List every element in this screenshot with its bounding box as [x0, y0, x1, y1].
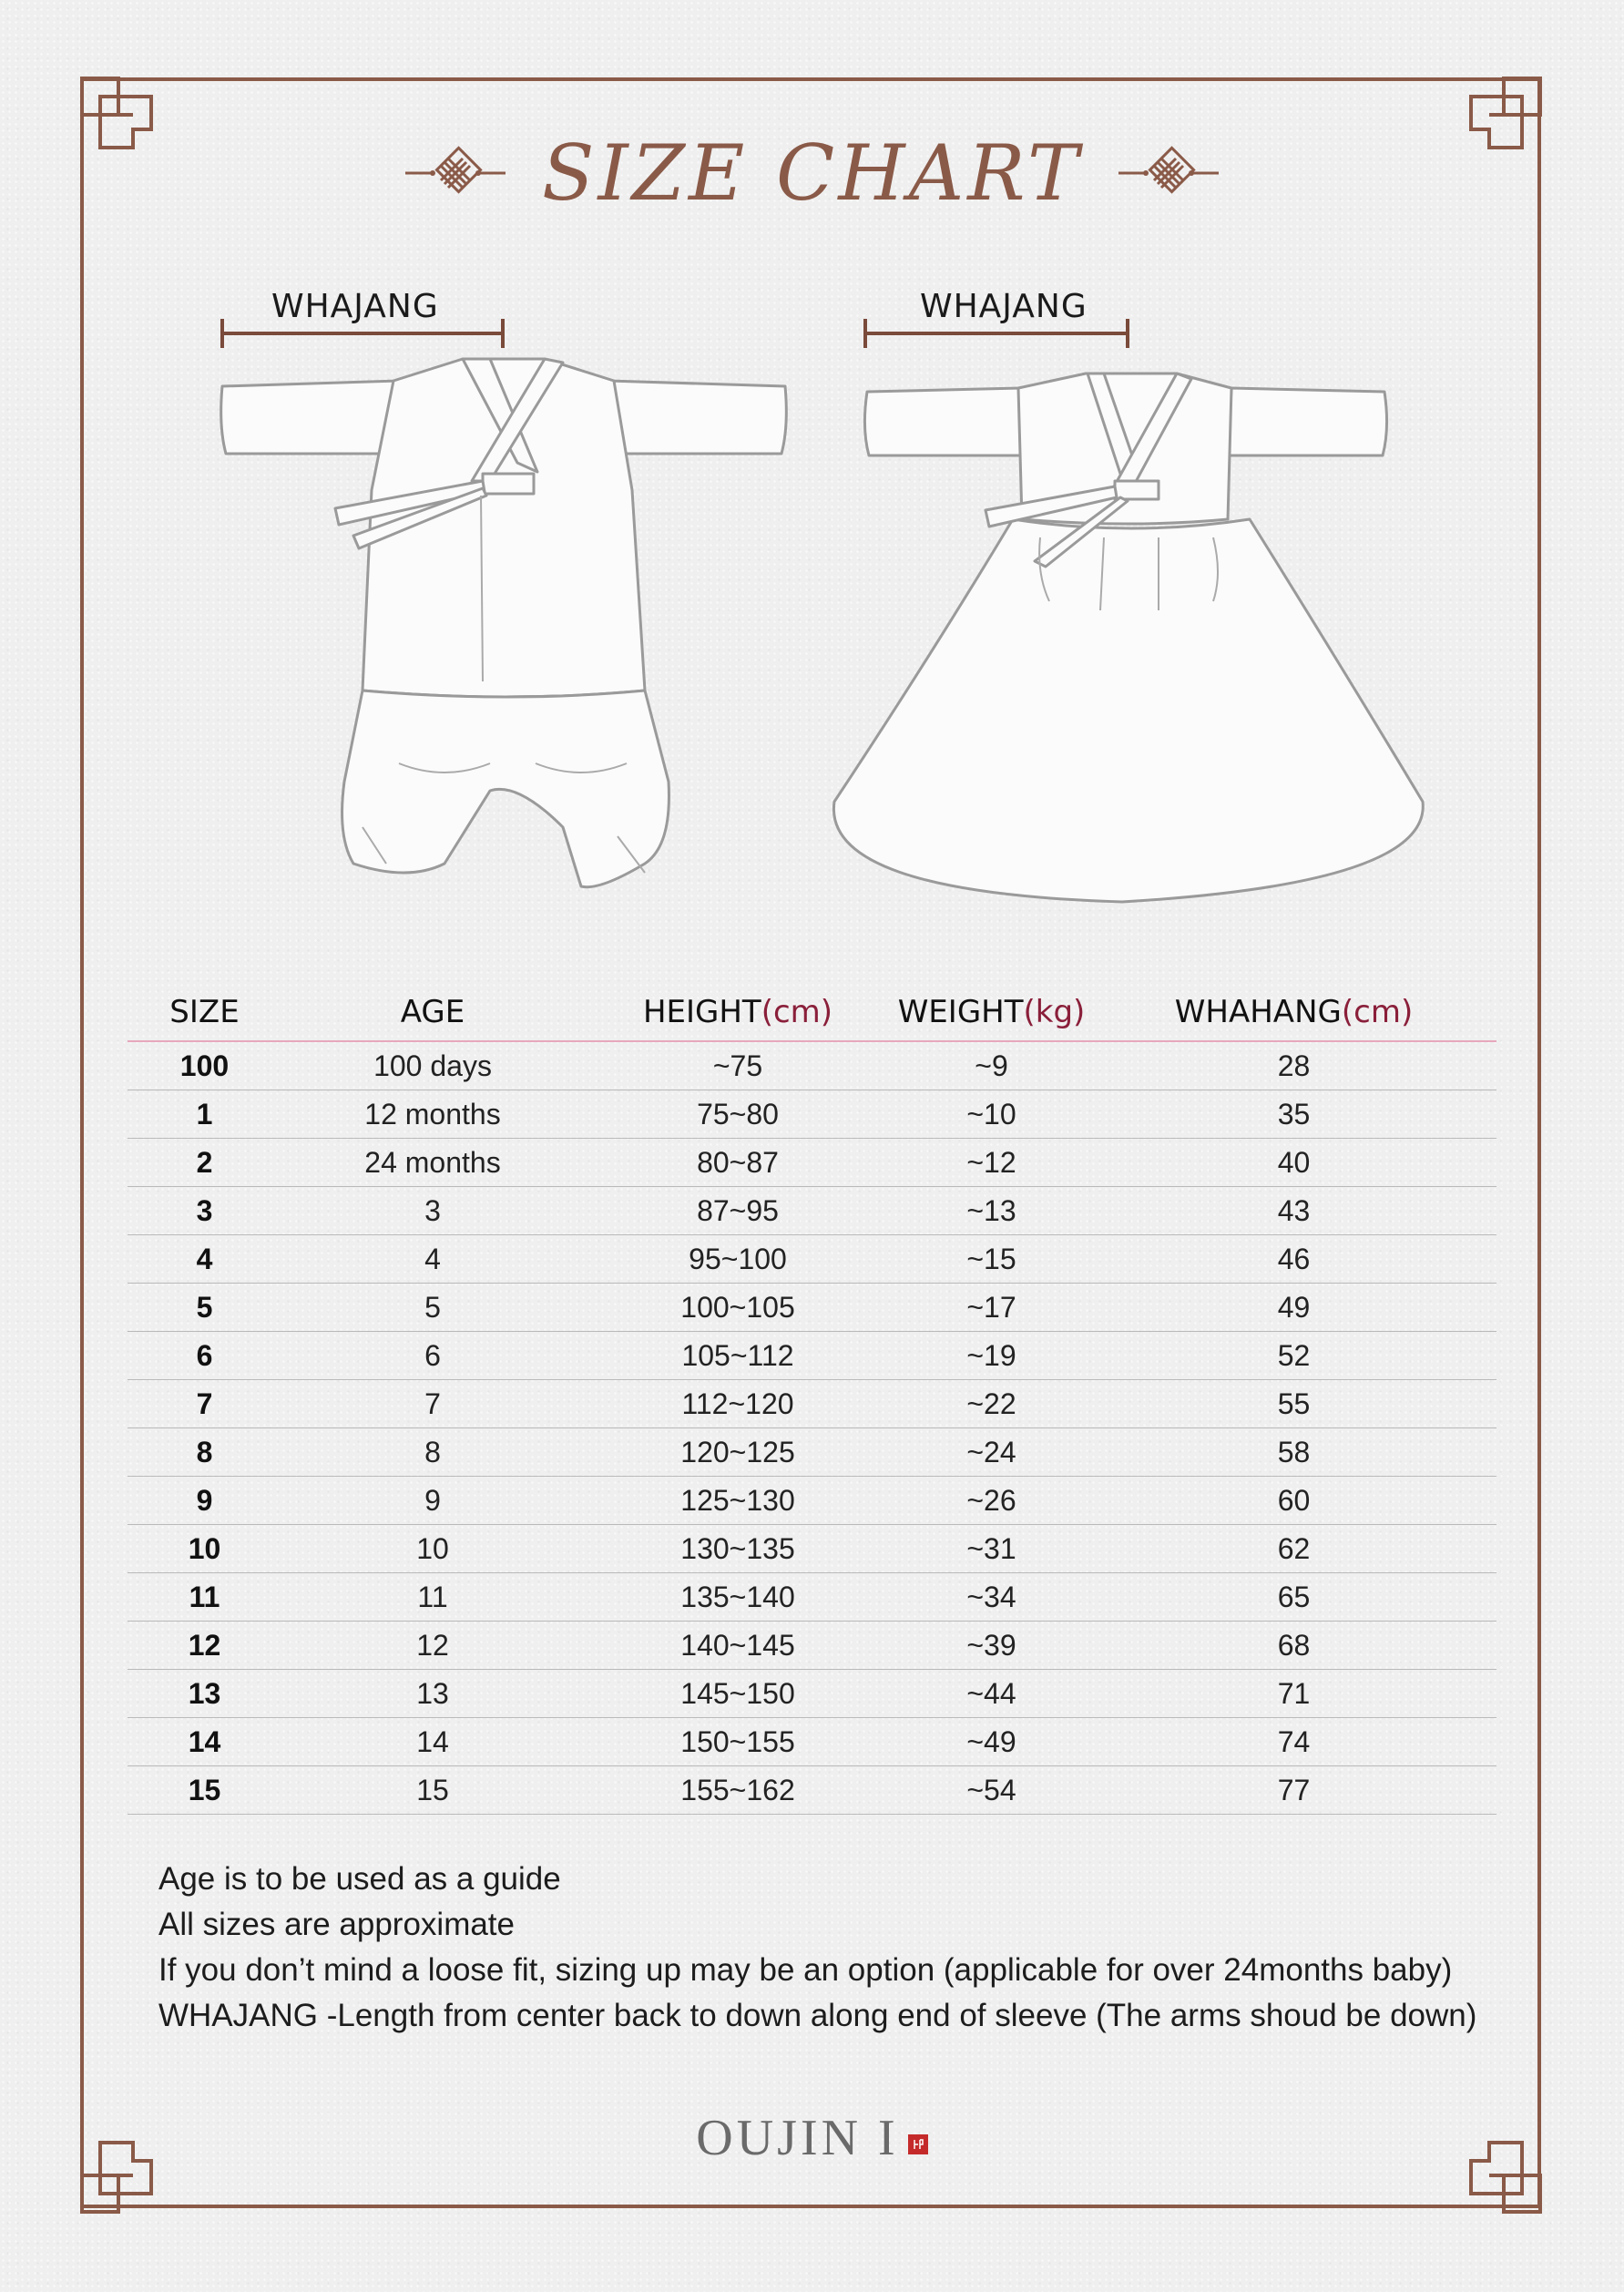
- weight-cell: ~22: [892, 1380, 1091, 1428]
- note-line: All sizes are approximate: [158, 1907, 515, 1942]
- size-cell: 11: [128, 1573, 281, 1622]
- brand-logo: [0, 2106, 1624, 2170]
- height-cell: 120~125: [584, 1428, 892, 1477]
- table-row: [128, 1670, 1496, 1718]
- table-row: [128, 1477, 1496, 1525]
- table-row: [128, 1139, 1496, 1187]
- weight-cell: ~17: [892, 1284, 1091, 1332]
- size-cell: 12: [128, 1622, 281, 1670]
- age-cell: 8: [281, 1428, 584, 1477]
- height-cell: ~75: [584, 1041, 892, 1090]
- note-line: Age is to be used as a guide: [158, 1861, 561, 1897]
- whahang-cell: 43: [1091, 1187, 1496, 1235]
- height-cell: 87~95: [584, 1187, 892, 1235]
- height-cell: 135~140: [584, 1573, 892, 1622]
- table-body: [128, 1041, 1496, 1815]
- age-cell: 15: [281, 1766, 584, 1815]
- size-cell: 8: [128, 1428, 281, 1477]
- size-table: [128, 984, 1496, 1815]
- weight-cell: ~12: [892, 1139, 1091, 1187]
- table-row: [128, 1090, 1496, 1139]
- endless-knot-icon: [405, 141, 506, 205]
- column-header-weight: WEIGHT(kg): [892, 984, 1091, 1041]
- table-row: [128, 1041, 1496, 1090]
- height-cell: 155~162: [584, 1766, 892, 1815]
- whahang-cell: 49: [1091, 1284, 1496, 1332]
- title-bar: [0, 118, 1624, 228]
- endless-knot-icon: [1118, 141, 1219, 205]
- boy-whajang-label: WHAJANG: [271, 288, 439, 325]
- weight-cell: ~10: [892, 1090, 1091, 1139]
- table-row: [128, 1235, 1496, 1284]
- weight-cell: ~13: [892, 1187, 1091, 1235]
- age-cell: 5: [281, 1284, 584, 1332]
- table-row: [128, 1766, 1496, 1815]
- table-row: [128, 1573, 1496, 1622]
- boy-whajang-measure-line: [219, 315, 510, 352]
- size-cell: 2: [128, 1139, 281, 1187]
- size-cell: 9: [128, 1477, 281, 1525]
- table-row: [128, 1428, 1496, 1477]
- table-row: [128, 1187, 1496, 1235]
- height-cell: 100~105: [584, 1284, 892, 1332]
- table-row: [128, 1332, 1496, 1380]
- whahang-cell: 77: [1091, 1766, 1496, 1815]
- size-cell: 14: [128, 1718, 281, 1766]
- table-header: [128, 984, 1496, 1041]
- age-cell: 14: [281, 1718, 584, 1766]
- height-cell: 145~150: [584, 1670, 892, 1718]
- size-cell: 100: [128, 1041, 281, 1090]
- girl-hanbok-icon: [831, 364, 1432, 911]
- weight-cell: ~54: [892, 1766, 1091, 1815]
- height-cell: 80~87: [584, 1139, 892, 1187]
- age-cell: 24 months: [281, 1139, 584, 1187]
- table-row: [128, 1284, 1496, 1332]
- whahang-cell: 71: [1091, 1670, 1496, 1718]
- height-cell: 140~145: [584, 1622, 892, 1670]
- height-cell: 75~80: [584, 1090, 892, 1139]
- girl-whajang-label: WHAJANG: [920, 288, 1088, 325]
- height-cell: 150~155: [584, 1718, 892, 1766]
- whahang-cell: 62: [1091, 1525, 1496, 1573]
- age-cell: 12 months: [281, 1090, 584, 1139]
- note-line: WHAJANG -Length from center back to down along end of sleeve (The arms shoud be down): [158, 1998, 1477, 2033]
- page-title: SIZE CHART: [541, 128, 1083, 218]
- age-cell: 9: [281, 1477, 584, 1525]
- size-cell: 15: [128, 1766, 281, 1815]
- whahang-cell: 35: [1091, 1090, 1496, 1139]
- weight-cell: ~26: [892, 1477, 1091, 1525]
- note-line: If you don’t mind a loose fit, sizing up may be an option (applicable for over 24months baby): [158, 1952, 1453, 1988]
- seal-icon: [908, 2134, 928, 2154]
- brand-name: OUJIN I: [696, 2110, 899, 2166]
- weight-cell: ~24: [892, 1428, 1091, 1477]
- size-cell: 7: [128, 1380, 281, 1428]
- age-cell: 3: [281, 1187, 584, 1235]
- whahang-cell: 74: [1091, 1718, 1496, 1766]
- size-cell: 3: [128, 1187, 281, 1235]
- age-cell: 4: [281, 1235, 584, 1284]
- size-cell: 4: [128, 1235, 281, 1284]
- whahang-cell: 40: [1091, 1139, 1496, 1187]
- size-cell: 6: [128, 1332, 281, 1380]
- height-cell: 130~135: [584, 1525, 892, 1573]
- column-header-size: SIZE: [128, 984, 281, 1041]
- column-header-age: AGE: [281, 984, 584, 1041]
- size-cell: 13: [128, 1670, 281, 1718]
- height-cell: 125~130: [584, 1477, 892, 1525]
- age-cell: 11: [281, 1573, 584, 1622]
- table-row: [128, 1525, 1496, 1573]
- size-cell: 10: [128, 1525, 281, 1573]
- whahang-cell: 68: [1091, 1622, 1496, 1670]
- size-cell: 5: [128, 1284, 281, 1332]
- age-cell: 12: [281, 1622, 584, 1670]
- age-cell: 7: [281, 1380, 584, 1428]
- whahang-cell: 46: [1091, 1235, 1496, 1284]
- weight-cell: ~19: [892, 1332, 1091, 1380]
- size-notes: [158, 1857, 1507, 2039]
- whahang-cell: 65: [1091, 1573, 1496, 1622]
- column-header-whahang: WHAHANG(cm): [1091, 984, 1496, 1041]
- age-cell: 100 days: [281, 1041, 584, 1090]
- table-row: [128, 1718, 1496, 1766]
- whahang-cell: 28: [1091, 1041, 1496, 1090]
- whahang-cell: 55: [1091, 1380, 1496, 1428]
- girl-whajang-measure-line: [862, 315, 1135, 352]
- weight-cell: ~39: [892, 1622, 1091, 1670]
- table-row: [128, 1622, 1496, 1670]
- age-cell: 10: [281, 1525, 584, 1573]
- age-cell: 6: [281, 1332, 584, 1380]
- whahang-cell: 58: [1091, 1428, 1496, 1477]
- height-cell: 105~112: [584, 1332, 892, 1380]
- whahang-cell: 60: [1091, 1477, 1496, 1525]
- height-cell: 112~120: [584, 1380, 892, 1428]
- whahang-cell: 52: [1091, 1332, 1496, 1380]
- weight-cell: ~9: [892, 1041, 1091, 1090]
- weight-cell: ~15: [892, 1235, 1091, 1284]
- size-cell: 1: [128, 1090, 281, 1139]
- boy-hanbok-icon: [217, 353, 791, 900]
- weight-cell: ~31: [892, 1525, 1091, 1573]
- weight-cell: ~44: [892, 1670, 1091, 1718]
- weight-cell: ~49: [892, 1718, 1091, 1766]
- weight-cell: ~34: [892, 1573, 1091, 1622]
- table-row: [128, 1380, 1496, 1428]
- age-cell: 13: [281, 1670, 584, 1718]
- column-header-height: HEIGHT(cm): [584, 984, 892, 1041]
- height-cell: 95~100: [584, 1235, 892, 1284]
